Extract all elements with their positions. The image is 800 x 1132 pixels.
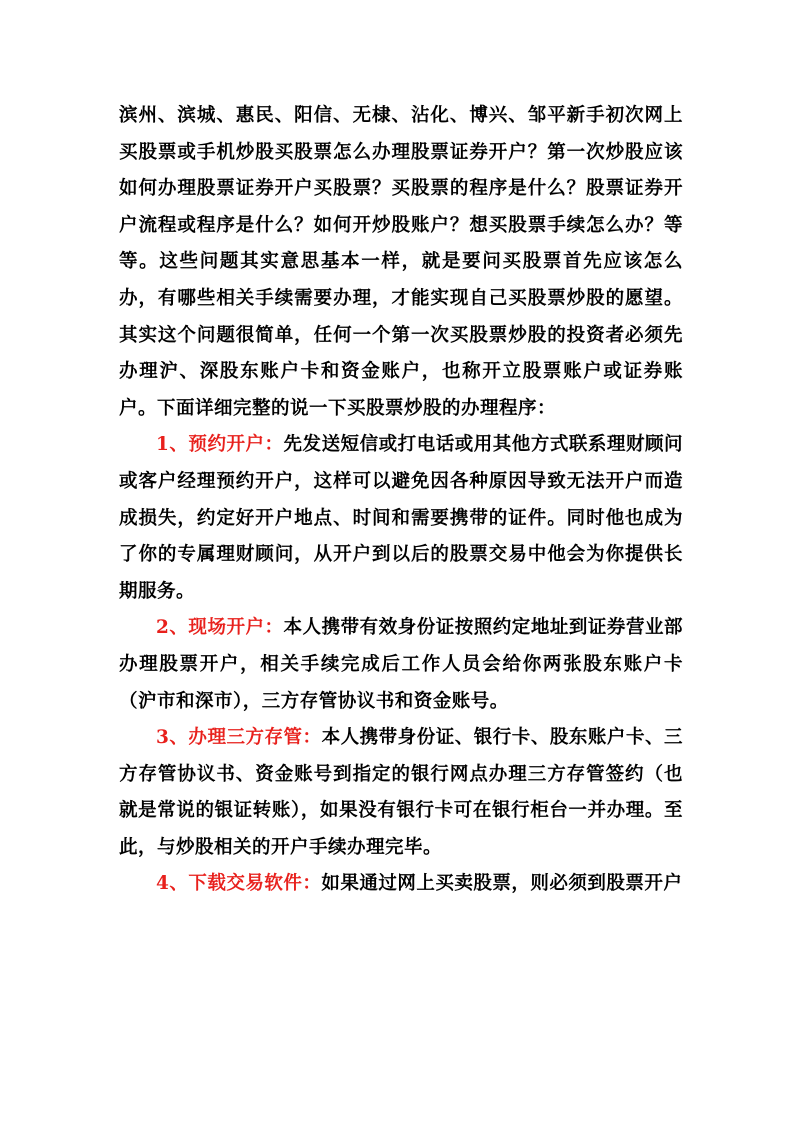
step-1-paragraph	[119, 427, 683, 610]
intro-paragraph: 滨州、滨城、惠民、阳信、无棣、沾化、博兴、邹平新手初次网上买股票或手机炒股买股票怎么办理股票证券开户？第一次炒股应该如何办理股票证券开户买股票？买股票的程序是什么？股票证券开户流程或程序是什么？如何开炒股账户？想买股票手续怎么办？等等。这些问题其实意思基本一样，就是要问买股票首先应该怎么办，有哪些相关手续需要办理，才能实现自己买股票炒股的愿望。其实这个问题很简单，任何一个第一次买股票炒股的投资者必须先办理沪、深股东账户卡和资金账户，也称开立股票账户或证券账户。下面详细完整的说一下买股票炒股的办理程序：	[119, 105, 683, 419]
step-4-label: 4、下载交易软件：	[156, 873, 322, 895]
step-1-label: 1、预约开户：	[156, 434, 284, 456]
step-3-label: 3、办理三方存管：	[156, 727, 322, 749]
document-page	[119, 98, 683, 903]
step-3-paragraph	[119, 720, 683, 866]
step-2-paragraph	[119, 610, 683, 720]
step-2-label: 2、现场开户：	[156, 617, 284, 639]
step-1-text: 先发送短信或打电话或用其他方式联系理财顾问或客户经理预约开户，这样可以避免因各种原因导致无法开户而造成损失，约定好开户地点、时间和需要携带的证件。同时他也成为了你的专属理财顾问，从开户到以后的股票交易中他会为你提供长期服务。	[119, 434, 683, 602]
step-4-text: 如果通过网上买卖股票，则必须到股票开户	[321, 873, 683, 895]
step-2-text: 本人携带有效身份证按照约定地址到证券营业部办理股票开户，相关手续完成后工作人员会给你两张股东账户卡（沪市和深市），三方存管协议书和资金账号。	[119, 617, 683, 712]
step-3-text: 本人携带身份证、银行卡、股东账户卡、三方存管协议书、资金账号到指定的银行网点办理三方存管签约（也就是常说的银证转账），如果没有银行卡可在银行柜台一并办理。至此，与炒股相关的开户手续办理完毕。	[119, 727, 683, 858]
step-4-paragraph	[119, 866, 683, 903]
